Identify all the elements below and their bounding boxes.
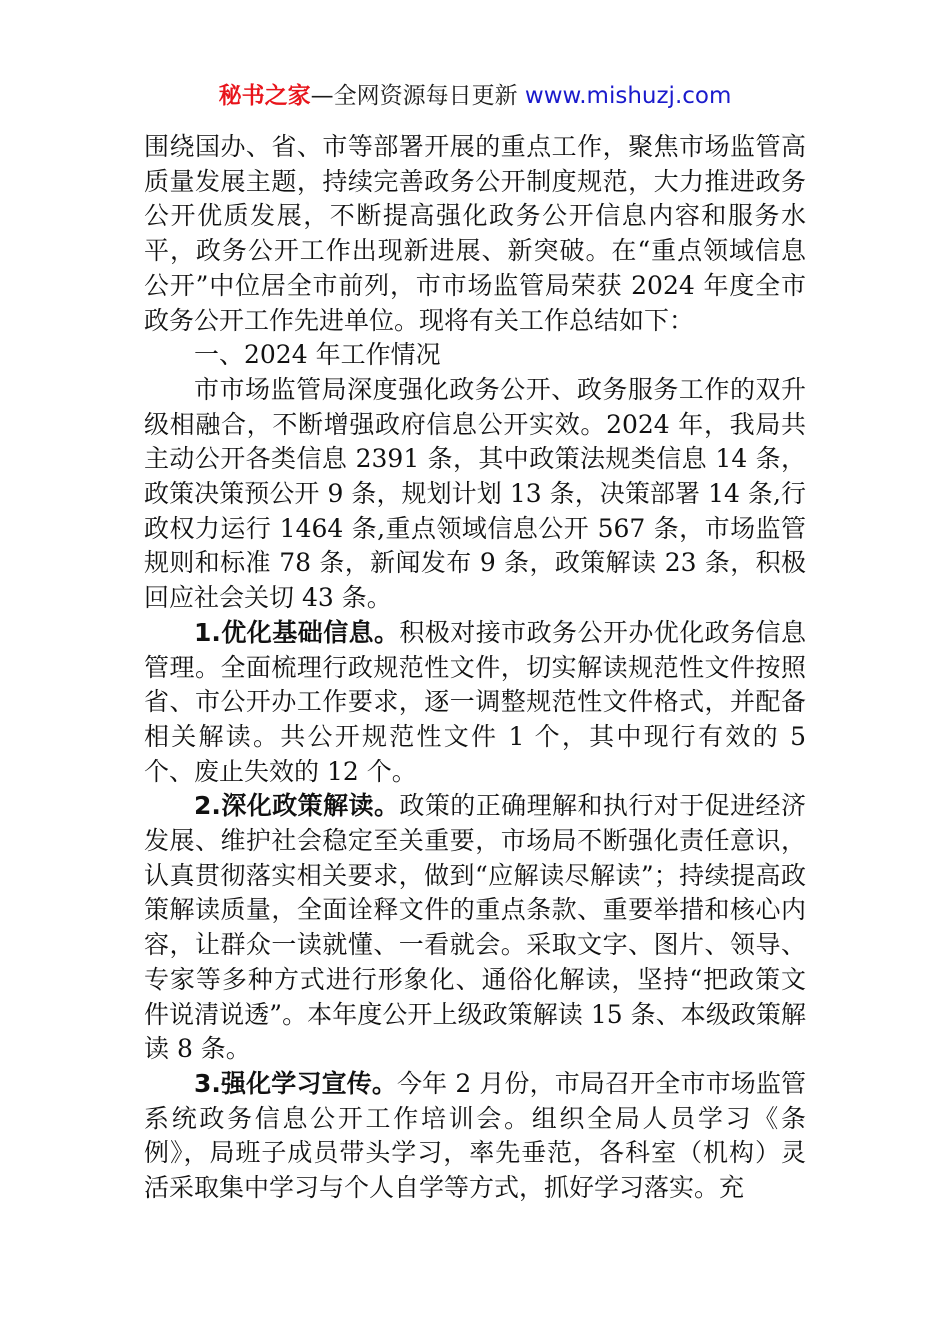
item-lead: 1.优化基础信息。 <box>194 617 400 647</box>
section-heading-text: 一、2024 年工作情况 <box>194 340 441 370</box>
document-body <box>144 130 806 1206</box>
summary-paragraph <box>144 373 806 616</box>
paragraph-text: 政策的正确理解和执行对于促进经济发展、维护社会稳定至关重要，市场局不断强化责任意识，认真贯彻落实相关要求，做到“应解读尽解读”；持续提高政策解读质量，全面诠释文件的重点条款、重要举措和核心内容，让群众一读就懂、一看就会。采取文字、图片、领导、专家等多种方式进行形象化、通俗化解读，坚持“把政策文件说清说透”。本年度公开上级政策解读 15 条、本级政策解读 8 条。 <box>144 791 806 1064</box>
item-paragraph-3 <box>144 1067 806 1206</box>
paragraph-text: 市市场监管局深度强化政务公开、政务服务工作的双升级相融合，不断增强政府信息公开实效。2024 年，我局共主动公开各类信息 2391 条，其中政策法规类信息 14 条，政策决策预公开 9 条，规划计划 13 条，决策部署 14 条,行政权力运行 1464 条,重点领域信息公开 567 条，市场监管规则和标准 78 条，新闻发布 9 条，政策解读 23 条，积极回应社会关切 43 条。 <box>144 374 806 613</box>
item-lead: 3.强化学习宣传。 <box>194 1068 397 1098</box>
page-header <box>0 78 950 114</box>
item-paragraph-1 <box>144 616 806 790</box>
paragraph-text: 今年 2 月份，市局召开全市市场监管系统政务信息公开工作培训会。组织全局人员学习《条例》，局班子成员带头学习，率先垂范，各科室（机构）灵活采取集中学习与个人自学等方式，抓好学习落实。充 <box>144 1068 806 1203</box>
site-link[interactable]: www.mishuzj.com <box>524 83 732 109</box>
section-heading <box>144 338 806 373</box>
intro-paragraph <box>144 130 806 338</box>
item-lead: 2.深化政策解读。 <box>194 791 400 821</box>
paragraph-text: 围绕国办、省、市等部署开展的重点工作，聚焦市场监管高质量发展主题，持续完善政务公开制度规范，大力推进政务公开优质发展，不断提高强化政务公开信息内容和服务水平，政务公开工作出现新进展、新突破。在“重点领域信息公开”中位居全市前列，市市场监管局荣获 2024 年度全市政务公开工作先进单位。现将有关工作总结如下： <box>144 132 806 335</box>
item-paragraph-2 <box>144 789 806 1067</box>
header-slogan: —全网资源每日更新 <box>310 83 525 109</box>
paragraph-text: 积极对接市政务公开办优化政务信息管理。全面梳理行政规范性文件，切实解读规范性文件按照省、市公开办工作要求，逐一调整规范性文件格式，并配备相关解读。共公开规范性文件 1 个，其中现行有效的 5 个、废止失效的 12 个。 <box>144 617 806 786</box>
brand-name[interactable]: 秘书之家 <box>218 83 311 109</box>
